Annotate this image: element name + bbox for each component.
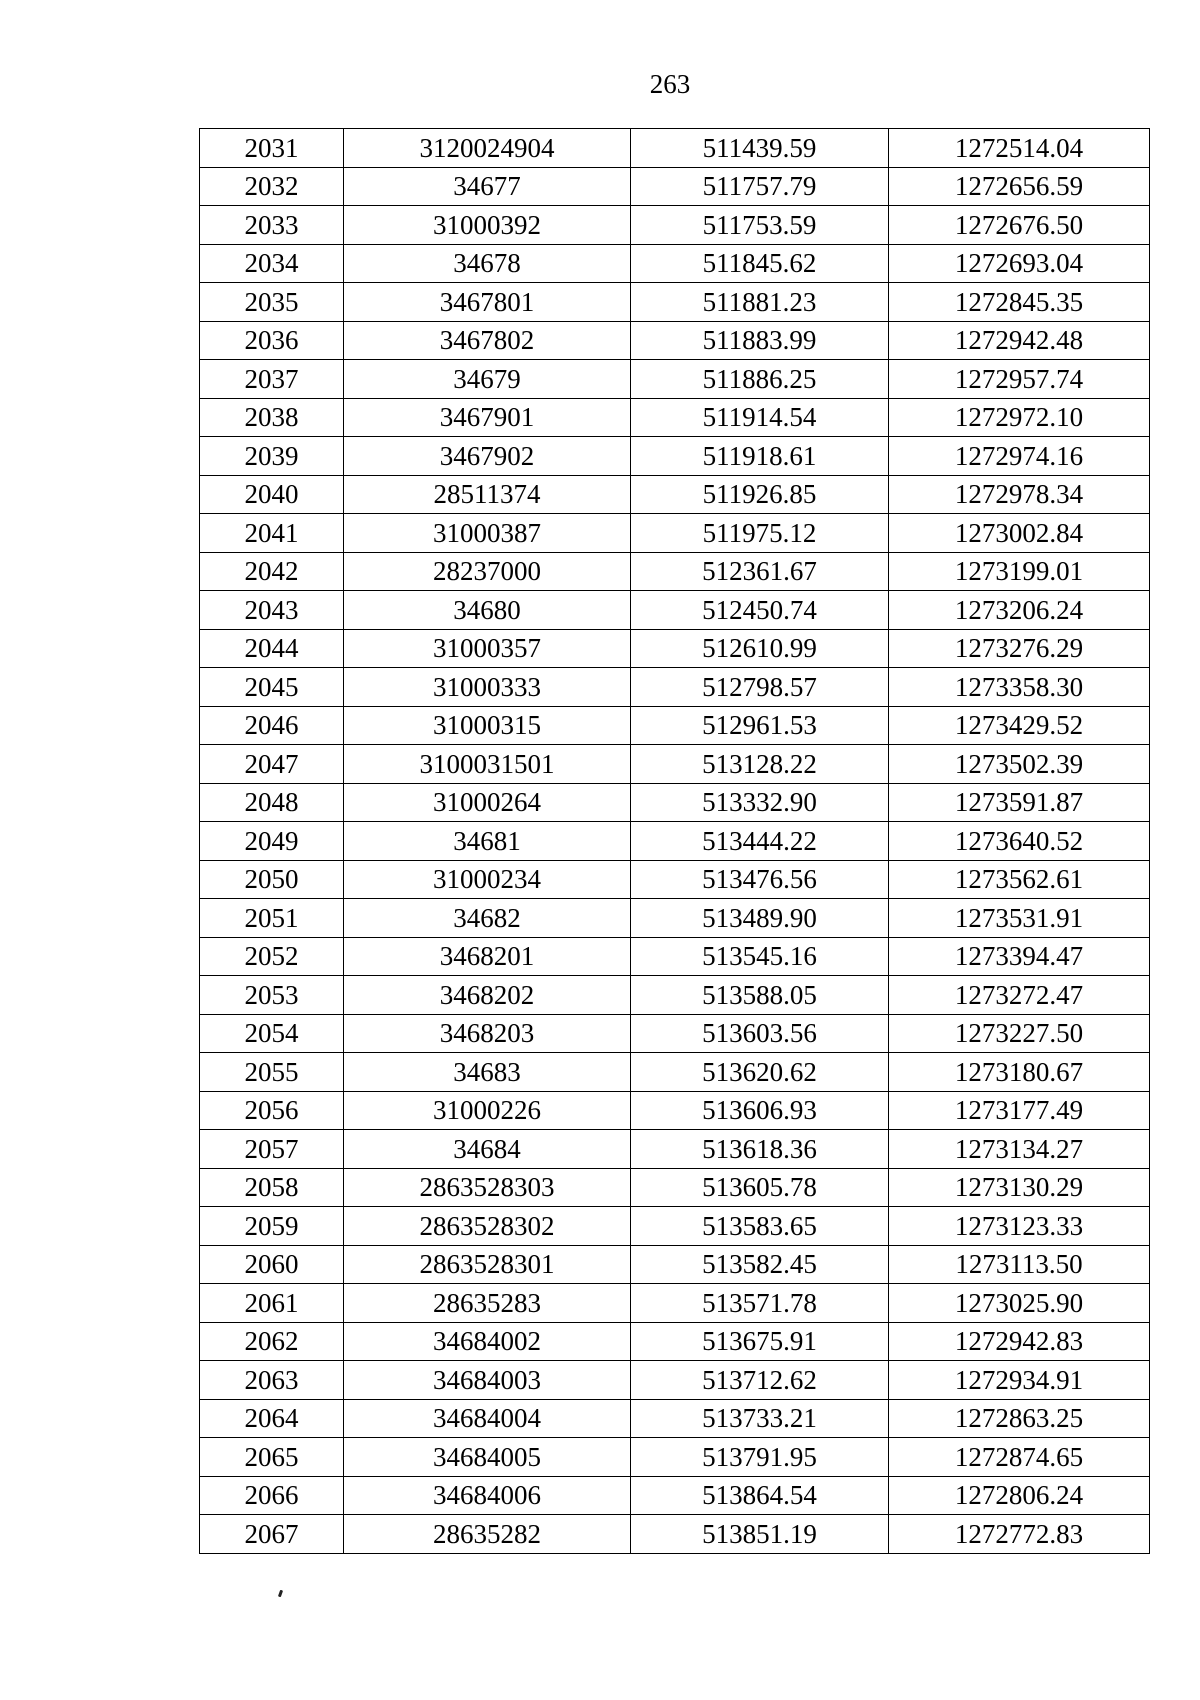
point-number-cell: 2057 [200,1130,344,1169]
y-coordinate-cell: 1273276.29 [889,629,1150,668]
point-id-cell: 31000357 [344,629,631,668]
table-row [200,244,1150,283]
y-coordinate-cell: 1273025.90 [889,1284,1150,1323]
point-number-cell: 2063 [200,1361,344,1400]
table-row [200,552,1150,591]
table-row [200,1207,1150,1246]
y-coordinate-cell: 1273130.29 [889,1168,1150,1207]
y-coordinate-cell: 1272676.50 [889,206,1150,245]
point-number-cell: 2037 [200,360,344,399]
x-coordinate-cell: 513128.22 [631,745,889,784]
point-id-cell: 3120024904 [344,129,631,168]
x-coordinate-cell: 513733.21 [631,1399,889,1438]
y-coordinate-cell: 1273640.52 [889,822,1150,861]
x-coordinate-cell: 513675.91 [631,1322,889,1361]
table-row [200,899,1150,938]
y-coordinate-cell: 1273134.27 [889,1130,1150,1169]
y-coordinate-cell: 1272772.83 [889,1515,1150,1554]
y-coordinate-cell: 1273394.47 [889,937,1150,976]
x-coordinate-cell: 511886.25 [631,360,889,399]
point-number-cell: 2067 [200,1515,344,1554]
point-id-cell: 3468202 [344,976,631,1015]
point-id-cell: 31000387 [344,514,631,553]
table-row [200,1515,1150,1554]
point-number-cell: 2056 [200,1091,344,1130]
point-number-cell: 2034 [200,244,344,283]
point-id-cell: 2863528303 [344,1168,631,1207]
point-id-cell: 3467902 [344,437,631,476]
table-row [200,629,1150,668]
point-number-cell: 2054 [200,1014,344,1053]
point-id-cell: 31000234 [344,860,631,899]
x-coordinate-cell: 511914.54 [631,398,889,437]
point-number-cell: 2035 [200,283,344,322]
point-number-cell: 2036 [200,321,344,360]
point-number-cell: 2045 [200,668,344,707]
y-coordinate-cell: 1272863.25 [889,1399,1150,1438]
point-id-cell: 34684005 [344,1438,631,1477]
x-coordinate-cell: 513476.56 [631,860,889,899]
point-number-cell: 2053 [200,976,344,1015]
x-coordinate-cell: 513603.56 [631,1014,889,1053]
point-number-cell: 2032 [200,167,344,206]
point-number-cell: 2060 [200,1245,344,1284]
y-coordinate-cell: 1273562.61 [889,860,1150,899]
point-number-cell: 2041 [200,514,344,553]
stray-pen-mark [278,1590,283,1598]
x-coordinate-cell: 513332.90 [631,783,889,822]
x-coordinate-cell: 511918.61 [631,437,889,476]
x-coordinate-cell: 511439.59 [631,129,889,168]
point-id-cell: 28635282 [344,1515,631,1554]
point-number-cell: 2049 [200,822,344,861]
point-number-cell: 2059 [200,1207,344,1246]
x-coordinate-cell: 511883.99 [631,321,889,360]
table-body [200,129,1150,1554]
point-number-cell: 2064 [200,1399,344,1438]
point-id-cell: 3467901 [344,398,631,437]
point-id-cell: 34684004 [344,1399,631,1438]
point-id-cell: 31000226 [344,1091,631,1130]
y-coordinate-cell: 1272934.91 [889,1361,1150,1400]
y-coordinate-cell: 1272942.48 [889,321,1150,360]
y-coordinate-cell: 1272845.35 [889,283,1150,322]
x-coordinate-cell: 513571.78 [631,1284,889,1323]
table-row [200,360,1150,399]
point-number-cell: 2040 [200,475,344,514]
x-coordinate-cell: 513712.62 [631,1361,889,1400]
y-coordinate-cell: 1272972.10 [889,398,1150,437]
page-number: 263 [649,69,691,99]
table-row [200,1399,1150,1438]
y-coordinate-cell: 1273177.49 [889,1091,1150,1130]
point-id-cell: 31000392 [344,206,631,245]
point-number-cell: 2044 [200,629,344,668]
table-row [200,129,1150,168]
table-row [200,783,1150,822]
table-row [200,706,1150,745]
point-number-cell: 2043 [200,591,344,630]
x-coordinate-cell: 513444.22 [631,822,889,861]
y-coordinate-cell: 1273591.87 [889,783,1150,822]
point-number-cell: 2051 [200,899,344,938]
x-coordinate-cell: 513489.90 [631,899,889,938]
table-row [200,1361,1150,1400]
point-id-cell: 3100031501 [344,745,631,784]
table-row [200,475,1150,514]
x-coordinate-cell: 513620.62 [631,1053,889,1092]
x-coordinate-cell: 512361.67 [631,552,889,591]
y-coordinate-cell: 1272693.04 [889,244,1150,283]
coordinates-table-container [199,128,1150,1554]
point-number-cell: 2046 [200,706,344,745]
y-coordinate-cell: 1272974.16 [889,437,1150,476]
point-number-cell: 2042 [200,552,344,591]
point-number-cell: 2052 [200,937,344,976]
point-id-cell: 34683 [344,1053,631,1092]
point-id-cell: 31000315 [344,706,631,745]
y-coordinate-cell: 1273002.84 [889,514,1150,553]
table-row [200,1014,1150,1053]
point-id-cell: 3468203 [344,1014,631,1053]
point-id-cell: 34677 [344,167,631,206]
point-number-cell: 2066 [200,1476,344,1515]
point-id-cell: 31000333 [344,668,631,707]
point-id-cell: 34684002 [344,1322,631,1361]
table-row [200,591,1150,630]
x-coordinate-cell: 513583.65 [631,1207,889,1246]
table-row [200,206,1150,245]
table-row [200,283,1150,322]
y-coordinate-cell: 1273358.30 [889,668,1150,707]
y-coordinate-cell: 1273429.52 [889,706,1150,745]
point-id-cell: 34679 [344,360,631,399]
x-coordinate-cell: 513851.19 [631,1515,889,1554]
x-coordinate-cell: 511757.79 [631,167,889,206]
y-coordinate-cell: 1272874.65 [889,1438,1150,1477]
x-coordinate-cell: 513618.36 [631,1130,889,1169]
point-number-cell: 2047 [200,745,344,784]
point-id-cell: 34684006 [344,1476,631,1515]
x-coordinate-cell: 512610.99 [631,629,889,668]
table-row [200,822,1150,861]
point-id-cell: 31000264 [344,783,631,822]
point-id-cell: 28635283 [344,1284,631,1323]
table-row [200,1438,1150,1477]
table-row [200,1091,1150,1130]
point-id-cell: 34684003 [344,1361,631,1400]
table-row [200,1130,1150,1169]
y-coordinate-cell: 1272514.04 [889,129,1150,168]
table-row [200,745,1150,784]
point-id-cell: 3467801 [344,283,631,322]
y-coordinate-cell: 1272957.74 [889,360,1150,399]
y-coordinate-cell: 1273227.50 [889,1014,1150,1053]
table-row [200,437,1150,476]
point-number-cell: 2062 [200,1322,344,1361]
y-coordinate-cell: 1273531.91 [889,899,1150,938]
point-id-cell: 28511374 [344,475,631,514]
table-row [200,937,1150,976]
point-id-cell: 2863528301 [344,1245,631,1284]
x-coordinate-cell: 513605.78 [631,1168,889,1207]
table-row [200,1476,1150,1515]
x-coordinate-cell: 513864.54 [631,1476,889,1515]
table-row [200,976,1150,1015]
x-coordinate-cell: 511926.85 [631,475,889,514]
y-coordinate-cell: 1272978.34 [889,475,1150,514]
point-id-cell: 34681 [344,822,631,861]
point-id-cell: 34678 [344,244,631,283]
point-number-cell: 2038 [200,398,344,437]
table-row [200,1053,1150,1092]
x-coordinate-cell: 513582.45 [631,1245,889,1284]
point-number-cell: 2050 [200,860,344,899]
point-id-cell: 34682 [344,899,631,938]
point-number-cell: 2048 [200,783,344,822]
y-coordinate-cell: 1273206.24 [889,591,1150,630]
y-coordinate-cell: 1272942.83 [889,1322,1150,1361]
table-row [200,321,1150,360]
x-coordinate-cell: 513588.05 [631,976,889,1015]
x-coordinate-cell: 512450.74 [631,591,889,630]
point-number-cell: 2061 [200,1284,344,1323]
table-row [200,398,1150,437]
x-coordinate-cell: 511975.12 [631,514,889,553]
y-coordinate-cell: 1272806.24 [889,1476,1150,1515]
y-coordinate-cell: 1273113.50 [889,1245,1150,1284]
x-coordinate-cell: 513791.95 [631,1438,889,1477]
y-coordinate-cell: 1273272.47 [889,976,1150,1015]
table-row [200,514,1150,553]
y-coordinate-cell: 1273502.39 [889,745,1150,784]
table-row [200,668,1150,707]
x-coordinate-cell: 512798.57 [631,668,889,707]
point-id-cell: 28237000 [344,552,631,591]
table-row [200,860,1150,899]
point-number-cell: 2065 [200,1438,344,1477]
x-coordinate-cell: 513545.16 [631,937,889,976]
y-coordinate-cell: 1273180.67 [889,1053,1150,1092]
x-coordinate-cell: 511753.59 [631,206,889,245]
y-coordinate-cell: 1273199.01 [889,552,1150,591]
point-number-cell: 2058 [200,1168,344,1207]
point-id-cell: 3467802 [344,321,631,360]
y-coordinate-cell: 1272656.59 [889,167,1150,206]
point-number-cell: 2039 [200,437,344,476]
point-number-cell: 2031 [200,129,344,168]
table-row [200,1284,1150,1323]
x-coordinate-cell: 512961.53 [631,706,889,745]
x-coordinate-cell: 513606.93 [631,1091,889,1130]
coordinates-table [199,128,1150,1554]
x-coordinate-cell: 511881.23 [631,283,889,322]
point-id-cell: 34680 [344,591,631,630]
point-id-cell: 34684 [344,1130,631,1169]
point-id-cell: 3468201 [344,937,631,976]
table-row [200,1245,1150,1284]
y-coordinate-cell: 1273123.33 [889,1207,1150,1246]
table-row [200,1322,1150,1361]
table-row [200,167,1150,206]
point-number-cell: 2033 [200,206,344,245]
table-row [200,1168,1150,1207]
x-coordinate-cell: 511845.62 [631,244,889,283]
point-id-cell: 2863528302 [344,1207,631,1246]
point-number-cell: 2055 [200,1053,344,1092]
